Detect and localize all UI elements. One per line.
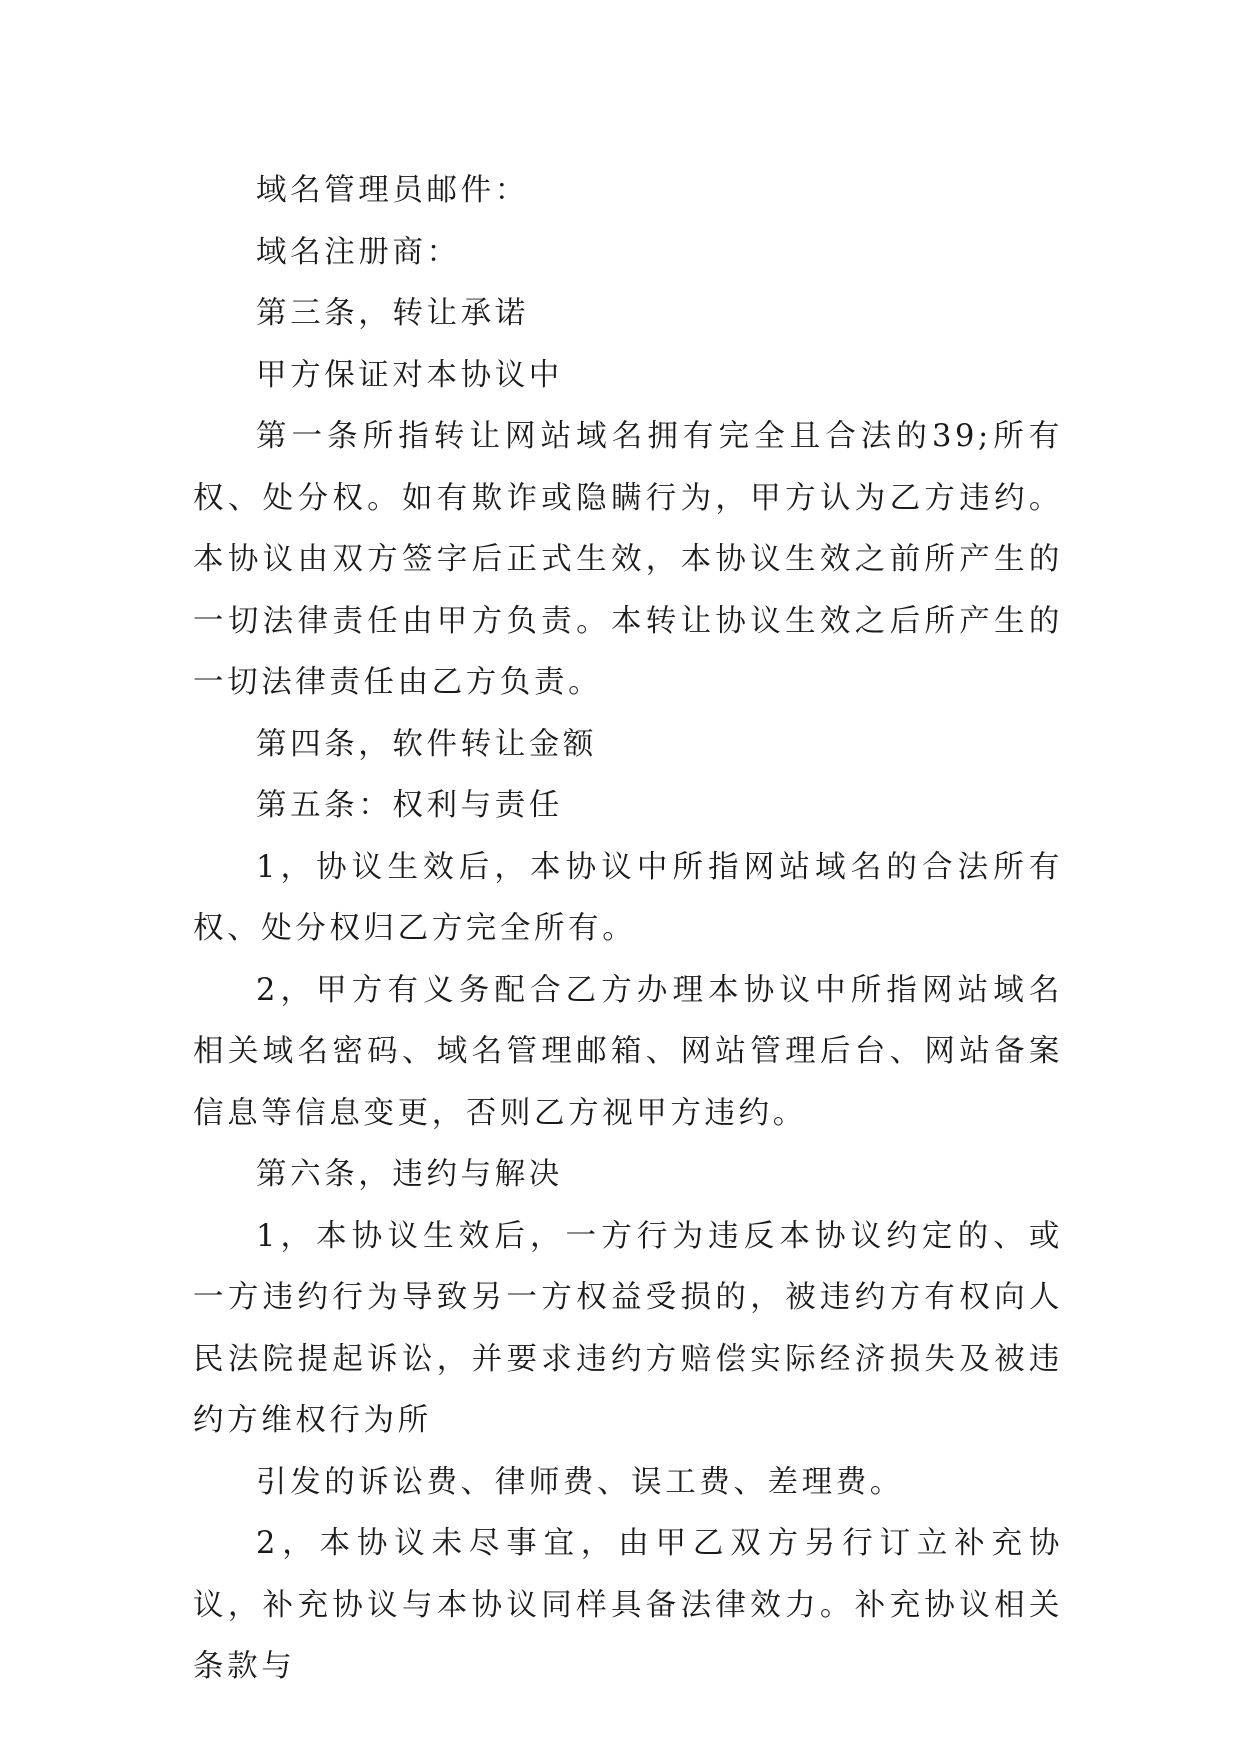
article-6-heading: 第六条，违约与解决 [256,1157,563,1192]
article-4-heading: 第四条，软件转让金额 [256,726,597,762]
article-6-clause-1-continued: 引发的诉讼费、律师费、误工费、差理费。 [256,1464,904,1500]
article-5-heading: 第五条：权利与责任 [256,788,563,823]
article-3-heading: 第三条，转让承诺 [256,296,529,331]
article-5-clause-1: 1，协议生效后，本协议中所指网站域名的合法所有权、处分权归乙方完全所有。 [193,849,1063,946]
registrar-line: 域名注册商： [256,234,461,270]
article-3-body: 第一条所指转让网站域名拥有完全且合法的39;所有权、处分权。如有欺诈或隐瞒行为，甲方认为乙方违约。本协议由双方签字后正式生效，本协议生效之前所产生的一切法律责任由甲方负责。本转让协议生效之后所产生的一切法律责任由乙方负责。 [193,419,1063,700]
article-6-clause-2: 2，本协议未尽事宜，由甲乙双方另行订立补充协议，补充协议与本协议同样具备法律效力。补充协议相关条款与 [193,1526,1063,1684]
admin-email-line: 域名管理员邮件： [256,173,529,208]
article-5-clause-2: 2，甲方有义务配合乙方办理本协议中所指网站域名相关域名密码、域名管理邮箱、网站管理后台、网站备案信息等信息变更，否则乙方视甲方违约。 [193,972,1063,1131]
article-3-intro: 甲方保证对本协议中 [256,357,563,393]
document-body [193,160,1063,1698]
article-6-clause-1: 1，本协议生效后，一方行为违反本协议约定的、或一方违约行为导致另一方权益受损的，被违约方有权向人民法院提起诉讼，并要求违约方赔偿实际经济损失及被违约方维权行为所 [193,1218,1063,1438]
